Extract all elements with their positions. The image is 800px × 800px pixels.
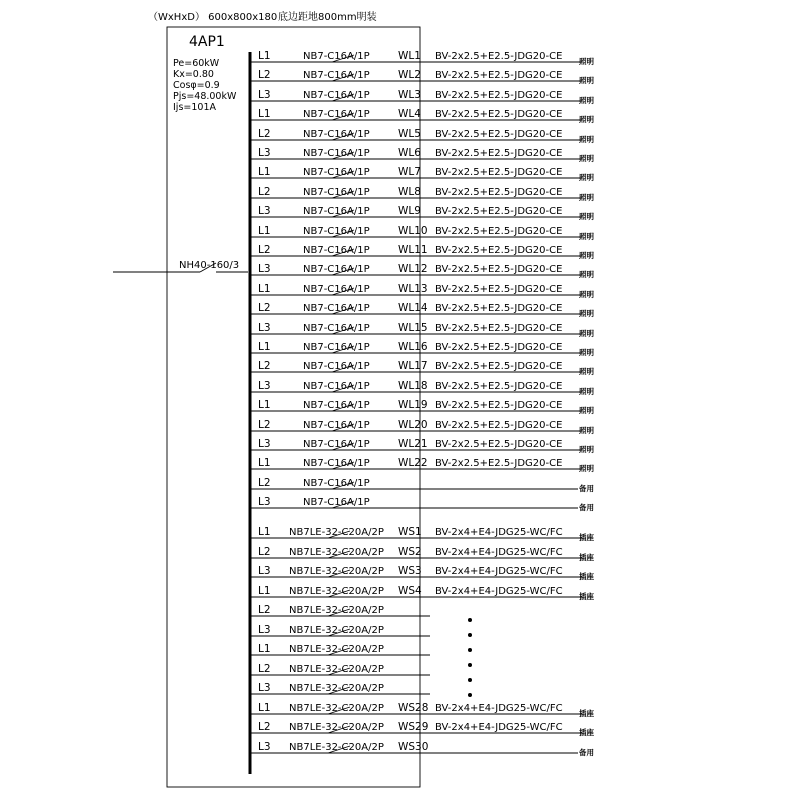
circuit-use: 照明 xyxy=(579,329,594,338)
breaker-label: NB7LE-32-C20A/2P xyxy=(289,742,384,753)
breaker-label: NB7-C16A/1P xyxy=(303,381,370,392)
cable-spec: BV-2x4+E4-JDG25-WC/FC xyxy=(435,703,563,714)
phase-label: L1 xyxy=(258,585,271,597)
cable-spec: BV-2x2.5+E2.5-JDG20-CE xyxy=(435,109,563,120)
circuit-row xyxy=(250,565,594,581)
circuit-use: 照明 xyxy=(579,309,594,318)
breaker-label: NB7-C16A/1P xyxy=(303,206,370,217)
breaker-label: NB7-C16A/1P xyxy=(303,167,370,178)
phase-label: L1 xyxy=(258,166,271,178)
breaker-label: NB7-C16A/1P xyxy=(303,458,370,469)
phase-label: L2 xyxy=(258,663,271,675)
cable-spec: BV-2x4+E4-JDG25-WC/FC xyxy=(435,547,563,558)
circuit-row xyxy=(250,457,594,473)
phase-label: L2 xyxy=(258,419,271,431)
cable-spec: BV-2x2.5+E2.5-JDG20-CE xyxy=(435,400,563,411)
ellipsis-dot xyxy=(468,633,472,637)
circuit-id: WL5 xyxy=(398,128,421,140)
circuit-use: 照明 xyxy=(579,387,594,396)
circuit-id: WL8 xyxy=(398,186,421,198)
circuit-use: 照明 xyxy=(579,406,594,415)
circuit-row xyxy=(250,604,430,616)
circuit-id: WL18 xyxy=(398,380,428,392)
circuit-use: 照明 xyxy=(579,464,594,473)
circuit-row xyxy=(250,380,594,396)
circuit-use: 照明 xyxy=(579,445,594,454)
ellipsis-dot xyxy=(468,693,472,697)
circuit-row xyxy=(250,147,594,163)
breaker-label: NB7LE-32-C20A/2P xyxy=(289,566,384,577)
breaker-label: NB7-C16A/1P xyxy=(303,148,370,159)
circuit-use: 照明 xyxy=(579,290,594,299)
circuit-use: 照明 xyxy=(579,212,594,221)
phase-label: L3 xyxy=(258,89,271,101)
phase-label: L3 xyxy=(258,147,271,159)
phase-label: L1 xyxy=(258,526,271,538)
main-breaker-label: NH40-160/3 xyxy=(179,260,240,271)
ellipsis-dot xyxy=(468,678,472,682)
circuit-use: 照明 xyxy=(579,270,594,279)
phase-label: L3 xyxy=(258,741,271,753)
circuit-use: 照明 xyxy=(579,367,594,376)
circuit-id: WS29 xyxy=(398,721,429,733)
circuit-row xyxy=(250,50,594,66)
circuit-row xyxy=(250,399,594,415)
circuit-id: WL2 xyxy=(398,69,421,81)
breaker-label: NB7-C16A/1P xyxy=(303,497,370,508)
circuit-id: WL7 xyxy=(398,166,421,178)
phase-label: L1 xyxy=(258,50,271,62)
circuit-row xyxy=(250,69,594,85)
circuit-row xyxy=(250,225,594,241)
cable-spec: BV-2x2.5+E2.5-JDG20-CE xyxy=(435,439,563,450)
circuit-id: WL3 xyxy=(398,89,421,101)
phase-label: L3 xyxy=(258,624,271,636)
cable-spec: BV-2x2.5+E2.5-JDG20-CE xyxy=(435,70,563,81)
phase-label: L2 xyxy=(258,128,271,140)
circuit-id: WL13 xyxy=(398,283,428,295)
cable-spec: BV-2x2.5+E2.5-JDG20-CE xyxy=(435,342,563,353)
circuit-use: 照明 xyxy=(579,135,594,144)
circuit-id: WS4 xyxy=(398,585,422,597)
circuit-row xyxy=(250,477,594,493)
circuit-use: 照明 xyxy=(579,173,594,182)
phase-label: L2 xyxy=(258,477,271,489)
phase-label: L2 xyxy=(258,186,271,198)
phase-label: L1 xyxy=(258,108,271,120)
cable-spec: BV-2x4+E4-JDG25-WC/FC xyxy=(435,586,563,597)
circuit-id: WL14 xyxy=(398,302,428,314)
circuit-id: WL6 xyxy=(398,147,421,159)
ellipsis-dot xyxy=(468,648,472,652)
circuit-row xyxy=(250,322,594,338)
cable-spec: BV-2x4+E4-JDG25-WC/FC xyxy=(435,722,563,733)
circuit-use: 备用 xyxy=(579,484,594,493)
breaker-label: NB7-C16A/1P xyxy=(303,400,370,411)
breaker-label: NB7-C16A/1P xyxy=(303,303,370,314)
circuit-id: WL21 xyxy=(398,438,428,450)
circuit-row xyxy=(250,89,594,105)
cable-spec: BV-2x4+E4-JDG25-WC/FC xyxy=(435,527,563,538)
circuit-id: WL12 xyxy=(398,263,428,275)
phase-label: L1 xyxy=(258,225,271,237)
breaker-label: NB7-C16A/1P xyxy=(303,70,370,81)
circuit-id: WL9 xyxy=(398,205,421,217)
panel-name: 4AP1 xyxy=(189,34,225,50)
circuit-row xyxy=(250,360,594,376)
cable-spec: BV-2x2.5+E2.5-JDG20-CE xyxy=(435,187,563,198)
param-pe: Pe=60kW xyxy=(173,58,220,69)
breaker-label: NB7LE-32-C20A/2P xyxy=(289,644,384,655)
circuit-row xyxy=(250,438,594,454)
phase-label: L2 xyxy=(258,546,271,558)
circuit-row xyxy=(250,682,430,694)
phase-label: L3 xyxy=(258,565,271,577)
circuit-id: WS3 xyxy=(398,565,422,577)
circuit-row xyxy=(250,643,430,655)
cable-spec: BV-2x2.5+E2.5-JDG20-CE xyxy=(435,129,563,140)
breaker-label: NB7LE-32-C20A/2P xyxy=(289,722,384,733)
circuit-row xyxy=(250,721,594,737)
breaker-label: NB7LE-32-C20A/2P xyxy=(289,547,384,558)
cable-spec: BV-2x2.5+E2.5-JDG20-CE xyxy=(435,226,563,237)
phase-label: L3 xyxy=(258,205,271,217)
cable-spec: BV-2x2.5+E2.5-JDG20-CE xyxy=(435,458,563,469)
circuit-use: 照明 xyxy=(579,193,594,202)
circuit-row xyxy=(250,166,594,182)
circuit-use: 照明 xyxy=(579,154,594,163)
cable-spec: BV-2x2.5+E2.5-JDG20-CE xyxy=(435,167,563,178)
breaker-label: NB7-C16A/1P xyxy=(303,439,370,450)
breaker-label: NB7LE-32-C20A/2P xyxy=(289,625,384,636)
cable-spec: BV-2x2.5+E2.5-JDG20-CE xyxy=(435,90,563,101)
cable-spec: BV-2x2.5+E2.5-JDG20-CE xyxy=(435,361,563,372)
header-dimensions: （WxHxD） 600x800x180 xyxy=(148,12,278,23)
cable-spec: BV-2x2.5+E2.5-JDG20-CE xyxy=(435,323,563,334)
circuit-use: 照明 xyxy=(579,76,594,85)
circuit-rows xyxy=(250,50,594,757)
circuit-use: 照明 xyxy=(579,57,594,66)
phase-label: L3 xyxy=(258,322,271,334)
circuit-use: 插座 xyxy=(579,533,594,542)
circuit-id: WL4 xyxy=(398,108,421,120)
cable-spec: BV-2x2.5+E2.5-JDG20-CE xyxy=(435,420,563,431)
circuit-use: 照明 xyxy=(579,115,594,124)
circuit-use: 插座 xyxy=(579,553,594,562)
header-mounting: 底边距地800mm明装 xyxy=(278,12,377,23)
phase-label: L3 xyxy=(258,438,271,450)
phase-label: L2 xyxy=(258,721,271,733)
breaker-label: NB7LE-32-C20A/2P xyxy=(289,683,384,694)
breaker-label: NB7-C16A/1P xyxy=(303,264,370,275)
cable-spec: BV-2x4+E4-JDG25-WC/FC xyxy=(435,566,563,577)
circuit-use: 照明 xyxy=(579,251,594,260)
circuit-use: 插座 xyxy=(579,572,594,581)
circuit-id: WL11 xyxy=(398,244,428,256)
circuit-id: WL17 xyxy=(398,360,428,372)
circuit-use: 备用 xyxy=(579,748,594,757)
circuit-id: WS2 xyxy=(398,546,422,558)
circuit-use: 照明 xyxy=(579,96,594,105)
circuit-id: WL10 xyxy=(398,225,428,237)
phase-label: L1 xyxy=(258,399,271,411)
phase-label: L3 xyxy=(258,380,271,392)
breaker-label: NB7-C16A/1P xyxy=(303,90,370,101)
breaker-label: NB7-C16A/1P xyxy=(303,361,370,372)
circuit-use: 照明 xyxy=(579,232,594,241)
circuit-use: 备用 xyxy=(579,503,594,512)
phase-label: L2 xyxy=(258,360,271,372)
circuit-row xyxy=(250,741,594,757)
circuit-id: WL16 xyxy=(398,341,428,353)
circuit-id: WL15 xyxy=(398,322,428,334)
circuit-row xyxy=(250,585,594,601)
breaker-label: NB7LE-32-C20A/2P xyxy=(289,703,384,714)
cable-spec: BV-2x2.5+E2.5-JDG20-CE xyxy=(435,264,563,275)
circuit-row xyxy=(250,419,594,435)
circuit-use: 插座 xyxy=(579,592,594,601)
cable-spec: BV-2x2.5+E2.5-JDG20-CE xyxy=(435,245,563,256)
breaker-label: NB7-C16A/1P xyxy=(303,420,370,431)
circuit-row xyxy=(250,702,594,718)
circuit-row xyxy=(250,341,594,357)
circuit-id: WL1 xyxy=(398,50,421,62)
breaker-label: NB7-C16A/1P xyxy=(303,284,370,295)
circuit-use: 照明 xyxy=(579,426,594,435)
circuit-row xyxy=(250,302,594,318)
breaker-label: NB7-C16A/1P xyxy=(303,226,370,237)
circuit-row xyxy=(250,108,594,124)
ellipsis-dot xyxy=(468,663,472,667)
phase-label: L1 xyxy=(258,341,271,353)
breaker-label: NB7-C16A/1P xyxy=(303,187,370,198)
circuit-row xyxy=(250,663,430,675)
circuit-id: WS30 xyxy=(398,741,429,753)
circuit-row xyxy=(250,128,594,144)
breaker-label: NB7-C16A/1P xyxy=(303,109,370,120)
ellipsis-dot xyxy=(468,618,472,622)
phase-label: L1 xyxy=(258,702,271,714)
breaker-label: NB7-C16A/1P xyxy=(303,342,370,353)
circuit-row xyxy=(250,526,594,542)
param-ijs: Ijs=101A xyxy=(173,102,216,113)
breaker-label: NB7-C16A/1P xyxy=(303,51,370,62)
circuit-row xyxy=(250,496,594,512)
breaker-label: NB7-C16A/1P xyxy=(303,323,370,334)
circuit-row xyxy=(250,546,594,562)
breaker-label: NB7LE-32-C20A/2P xyxy=(289,586,384,597)
param-pjs: Pjs=48.00kW xyxy=(173,91,237,102)
circuit-id: WS28 xyxy=(398,702,429,714)
cable-spec: BV-2x2.5+E2.5-JDG20-CE xyxy=(435,381,563,392)
circuit-row xyxy=(250,283,594,299)
phase-label: L3 xyxy=(258,682,271,694)
param-cos: Cosφ=0.9 xyxy=(173,80,220,91)
cable-spec: BV-2x2.5+E2.5-JDG20-CE xyxy=(435,51,563,62)
param-kx: Kx=0.80 xyxy=(173,69,214,80)
breaker-label: NB7LE-32-C20A/2P xyxy=(289,605,384,616)
breaker-label: NB7LE-32-C20A/2P xyxy=(289,664,384,675)
circuit-use: 照明 xyxy=(579,348,594,357)
phase-label: L2 xyxy=(258,244,271,256)
breaker-label: NB7LE-32-C20A/2P xyxy=(289,527,384,538)
phase-label: L2 xyxy=(258,604,271,616)
cable-spec: BV-2x2.5+E2.5-JDG20-CE xyxy=(435,206,563,217)
circuit-row xyxy=(250,186,594,202)
circuit-row xyxy=(250,205,594,221)
circuit-id: WS1 xyxy=(398,526,422,538)
breaker-label: NB7-C16A/1P xyxy=(303,245,370,256)
circuit-id: WL19 xyxy=(398,399,428,411)
omitted-circuits-ellipsis xyxy=(468,618,472,697)
breaker-label: NB7-C16A/1P xyxy=(303,478,370,489)
phase-label: L1 xyxy=(258,643,271,655)
circuit-use: 插座 xyxy=(579,709,594,718)
phase-label: L1 xyxy=(258,283,271,295)
phase-label: L3 xyxy=(258,496,271,508)
circuit-id: WL20 xyxy=(398,419,428,431)
breaker-label: NB7-C16A/1P xyxy=(303,129,370,140)
phase-label: L2 xyxy=(258,302,271,314)
circuit-row xyxy=(250,263,594,279)
phase-label: L3 xyxy=(258,263,271,275)
phase-label: L1 xyxy=(258,457,271,469)
phase-label: L2 xyxy=(258,69,271,81)
circuit-use: 插座 xyxy=(579,728,594,737)
circuit-row xyxy=(250,244,594,260)
cable-spec: BV-2x2.5+E2.5-JDG20-CE xyxy=(435,284,563,295)
circuit-row xyxy=(250,624,430,636)
circuit-id: WL22 xyxy=(398,457,428,469)
cable-spec: BV-2x2.5+E2.5-JDG20-CE xyxy=(435,148,563,159)
cable-spec: BV-2x2.5+E2.5-JDG20-CE xyxy=(435,303,563,314)
